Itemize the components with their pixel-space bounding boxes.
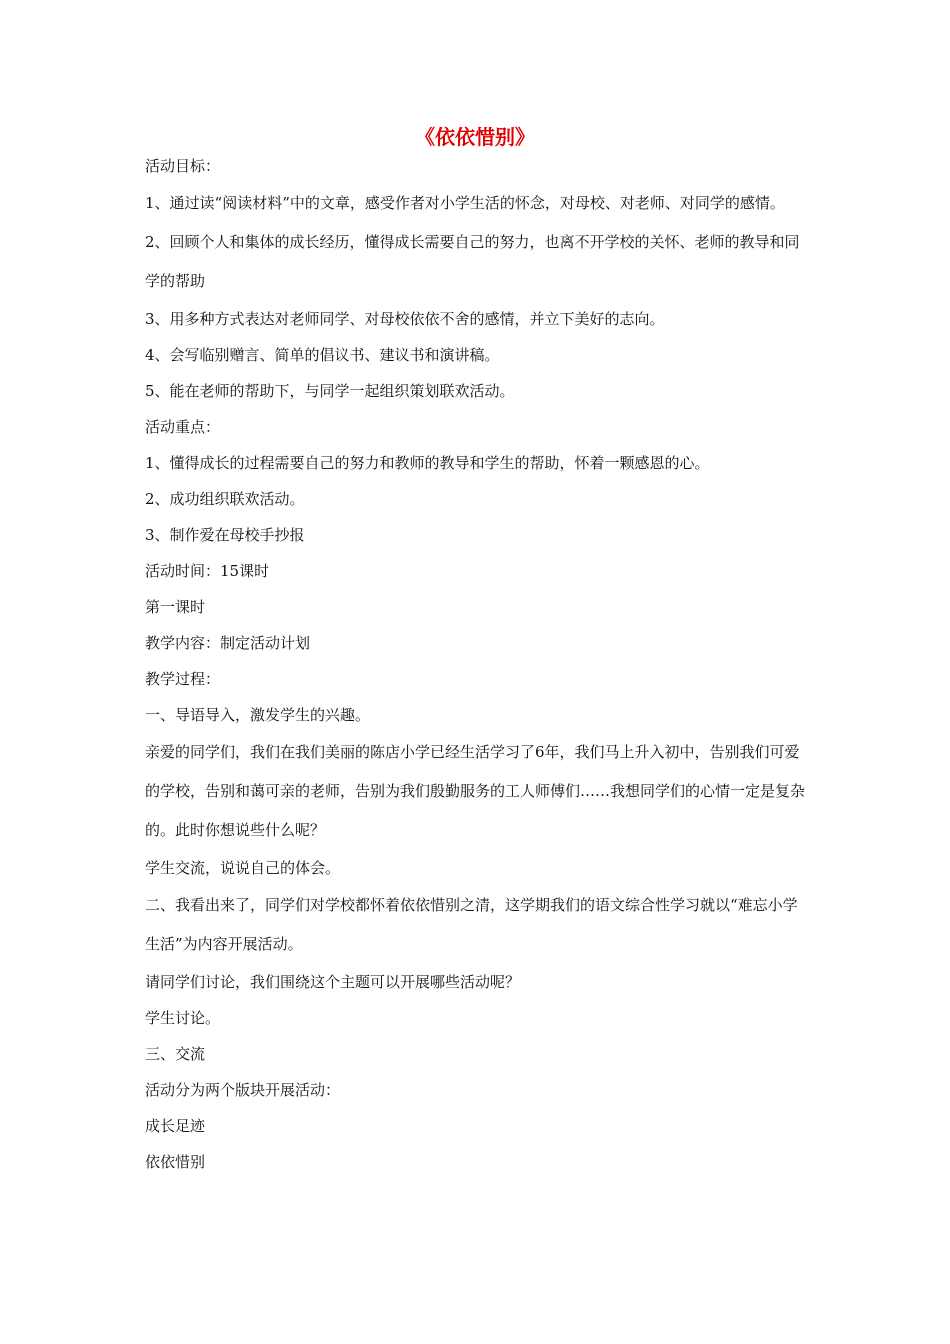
paragraph-section-growth: 成长足迹 xyxy=(145,1117,206,1135)
paragraph-goal-1: 1、通过读“阅读材料”中的文章，感受作者对小学生活的怀念，对母校、对老师、对同学的感情。 xyxy=(145,194,785,212)
paragraph-heading-goals: 活动目标： xyxy=(145,157,221,175)
paragraph-lesson-one: 第一课时 xyxy=(145,598,206,616)
paragraph-step-2: 二、我看出来了，同学们对学校都怀着依依惜别之清，这学期我们的语文综合性学习就以“难忘小学生活”为内容开展活动。 xyxy=(145,896,798,953)
document-title: 《依依惜别》 xyxy=(415,125,535,149)
paragraph-goal-4: 4、会写临别赠言、简单的倡议书、建议书和演讲稿。 xyxy=(145,346,500,364)
paragraph-student-discussion: 学生讨论。 xyxy=(145,1009,221,1027)
paragraph-focus-3: 3、制作爱在母校手抄报 xyxy=(145,526,305,544)
paragraph-student-exchange: 学生交流，说说自己的体会。 xyxy=(145,859,341,877)
paragraph-teaching-process: 教学过程： xyxy=(145,670,221,688)
paragraph-intro-speech: 亲爱的同学们，我们在我们美丽的陈店小学已经生活学习了6年，我们马上升入初中，告别我们可爱的学校，告别和蔼可亲的老师，告别为我们殷勤服务的工人师傅们……我想同学们的心情一定是复杂的。此时你想说些什么呢？ xyxy=(145,743,806,839)
document-body xyxy=(145,148,810,1180)
paragraph-discussion-prompt: 请同学们讨论，我们围绕这个主题可以开展哪些活动呢？ xyxy=(145,973,521,991)
paragraph-heading-focus: 活动重点： xyxy=(145,418,221,436)
paragraph-goal-3: 3、用多种方式表达对老师同学、对母校依依不舍的感情，并立下美好的志向。 xyxy=(145,310,665,328)
paragraph-section-farewell: 依依惜别 xyxy=(145,1153,206,1171)
paragraph-focus-2: 2、成功组织联欢活动。 xyxy=(145,490,305,508)
paragraph-activity-sections: 活动分为两个版块开展活动： xyxy=(145,1081,341,1099)
paragraph-goal-5: 5、能在老师的帮助下，与同学一起组织策划联欢活动。 xyxy=(145,382,515,400)
paragraph-focus-1: 1、懂得成长的过程需要自己的努力和教师的教导和学生的帮助，怀着一颗感恩的心。 xyxy=(145,454,710,472)
paragraph-step-3: 三、交流 xyxy=(145,1045,206,1063)
paragraph-activity-time: 活动时间：15课时 xyxy=(145,562,270,580)
paragraph-step-1: 一、导语导入，激发学生的兴趣。 xyxy=(145,706,371,724)
paragraph-goal-2: 2、回顾个人和集体的成长经历，懂得成长需要自己的努力，也离不开学校的关怀、老师的教导和同学的帮助 xyxy=(145,233,800,290)
paragraph-teaching-content: 教学内容：制定活动计划 xyxy=(145,634,311,652)
